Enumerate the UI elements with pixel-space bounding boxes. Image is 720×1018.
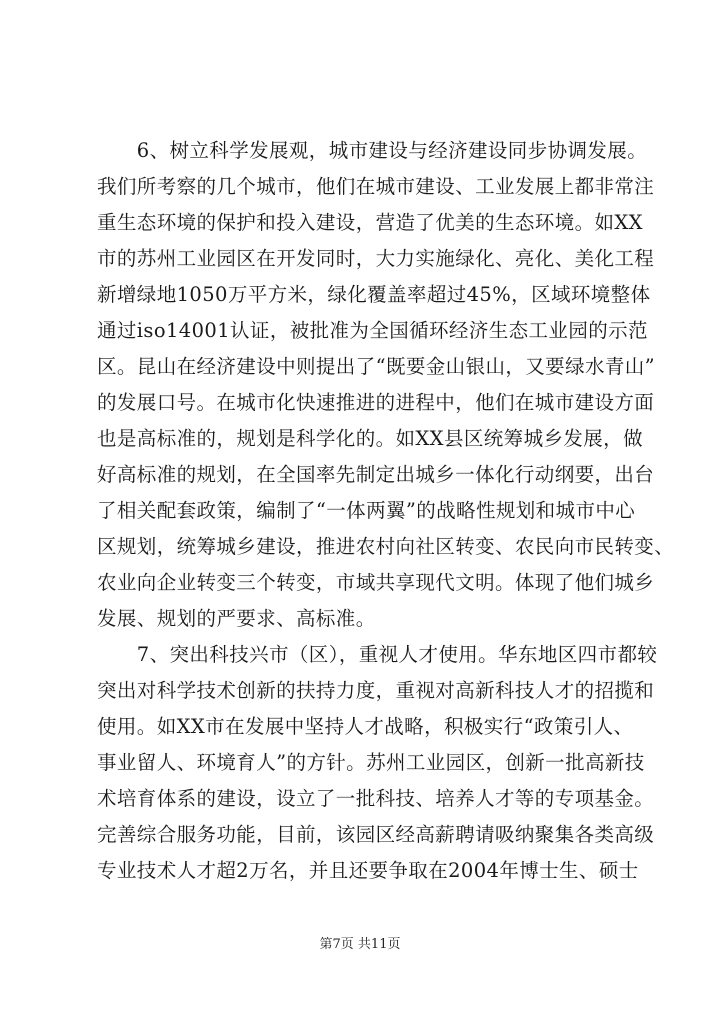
- text-line: 事业留人、环境育人”的方针。苏州工业园区，创新一批高新技: [97, 751, 645, 774]
- text-line: 通过iso14001认证，被批准为全国循环经济生态工业园的示范: [97, 319, 648, 342]
- text-line: 的发展口号。在城市化快速推进的进程中，他们在城市建设方面: [97, 391, 655, 414]
- text-line: 7、突出科技兴市（区），重视人才使用。华东地区四市都较: [97, 643, 658, 666]
- text-line: 6、树立科学发展观，城市建设与经济建设同步协调发展。: [97, 139, 648, 162]
- page-number-footer: 第7页 共11页: [319, 937, 401, 952]
- text-line: 农业向企业转变三个转变，市域共享现代文明。体现了他们城乡: [97, 571, 655, 594]
- text-line: 发展、规划的严要求、高标准。: [97, 607, 376, 630]
- text-line: 突出对科学技术创新的扶持力度，重视对高新科技人才的招揽和: [97, 679, 655, 702]
- text-line: 区。昆山在经济建设中则提出了“既要金山银山，又要绿水青山”: [97, 355, 656, 378]
- text-line: 完善综合服务功能，目前，该园区经高薪聘请吸纳聚集各类高级: [97, 823, 655, 846]
- text-line: 了相关配套政策，编制了“一体两翼”的战略性规划和城市中心: [97, 499, 636, 522]
- text-line: 新增绿地1050万平方米，绿化覆盖率超过45%，区域环境整体: [97, 283, 651, 306]
- text-line: 区规划，统筹城乡建设，推进农村向社区转变、农民向市民转变、: [97, 535, 675, 558]
- text-line: 市的苏州工业园区在开发同时，大力实施绿化、亮化、美化工程: [97, 247, 655, 270]
- text-line: 使用。如XX市在发展中坚持人才战略，积极实行“政策引人、: [97, 715, 634, 738]
- text-line: 好高标准的规划，在全国率先制定出城乡一体化行动纲要，出台: [97, 463, 655, 486]
- text-line: 重生态环境的保护和投入建设，营造了优美的生态环境。如XX: [97, 211, 643, 234]
- text-line: 专业技术人才超2万名，并且还要争取在2004年博士生、硕士: [97, 859, 639, 882]
- text-line: 也是高标准的，规划是科学化的。如XX县区统筹城乡发展，做: [97, 427, 643, 450]
- text-line: 术培育体系的建设，设立了一批科技、培养人才等的专项基金。: [97, 787, 655, 810]
- text-line: 我们所考察的几个城市，他们在城市建设、工业发展上都非常注: [97, 175, 655, 198]
